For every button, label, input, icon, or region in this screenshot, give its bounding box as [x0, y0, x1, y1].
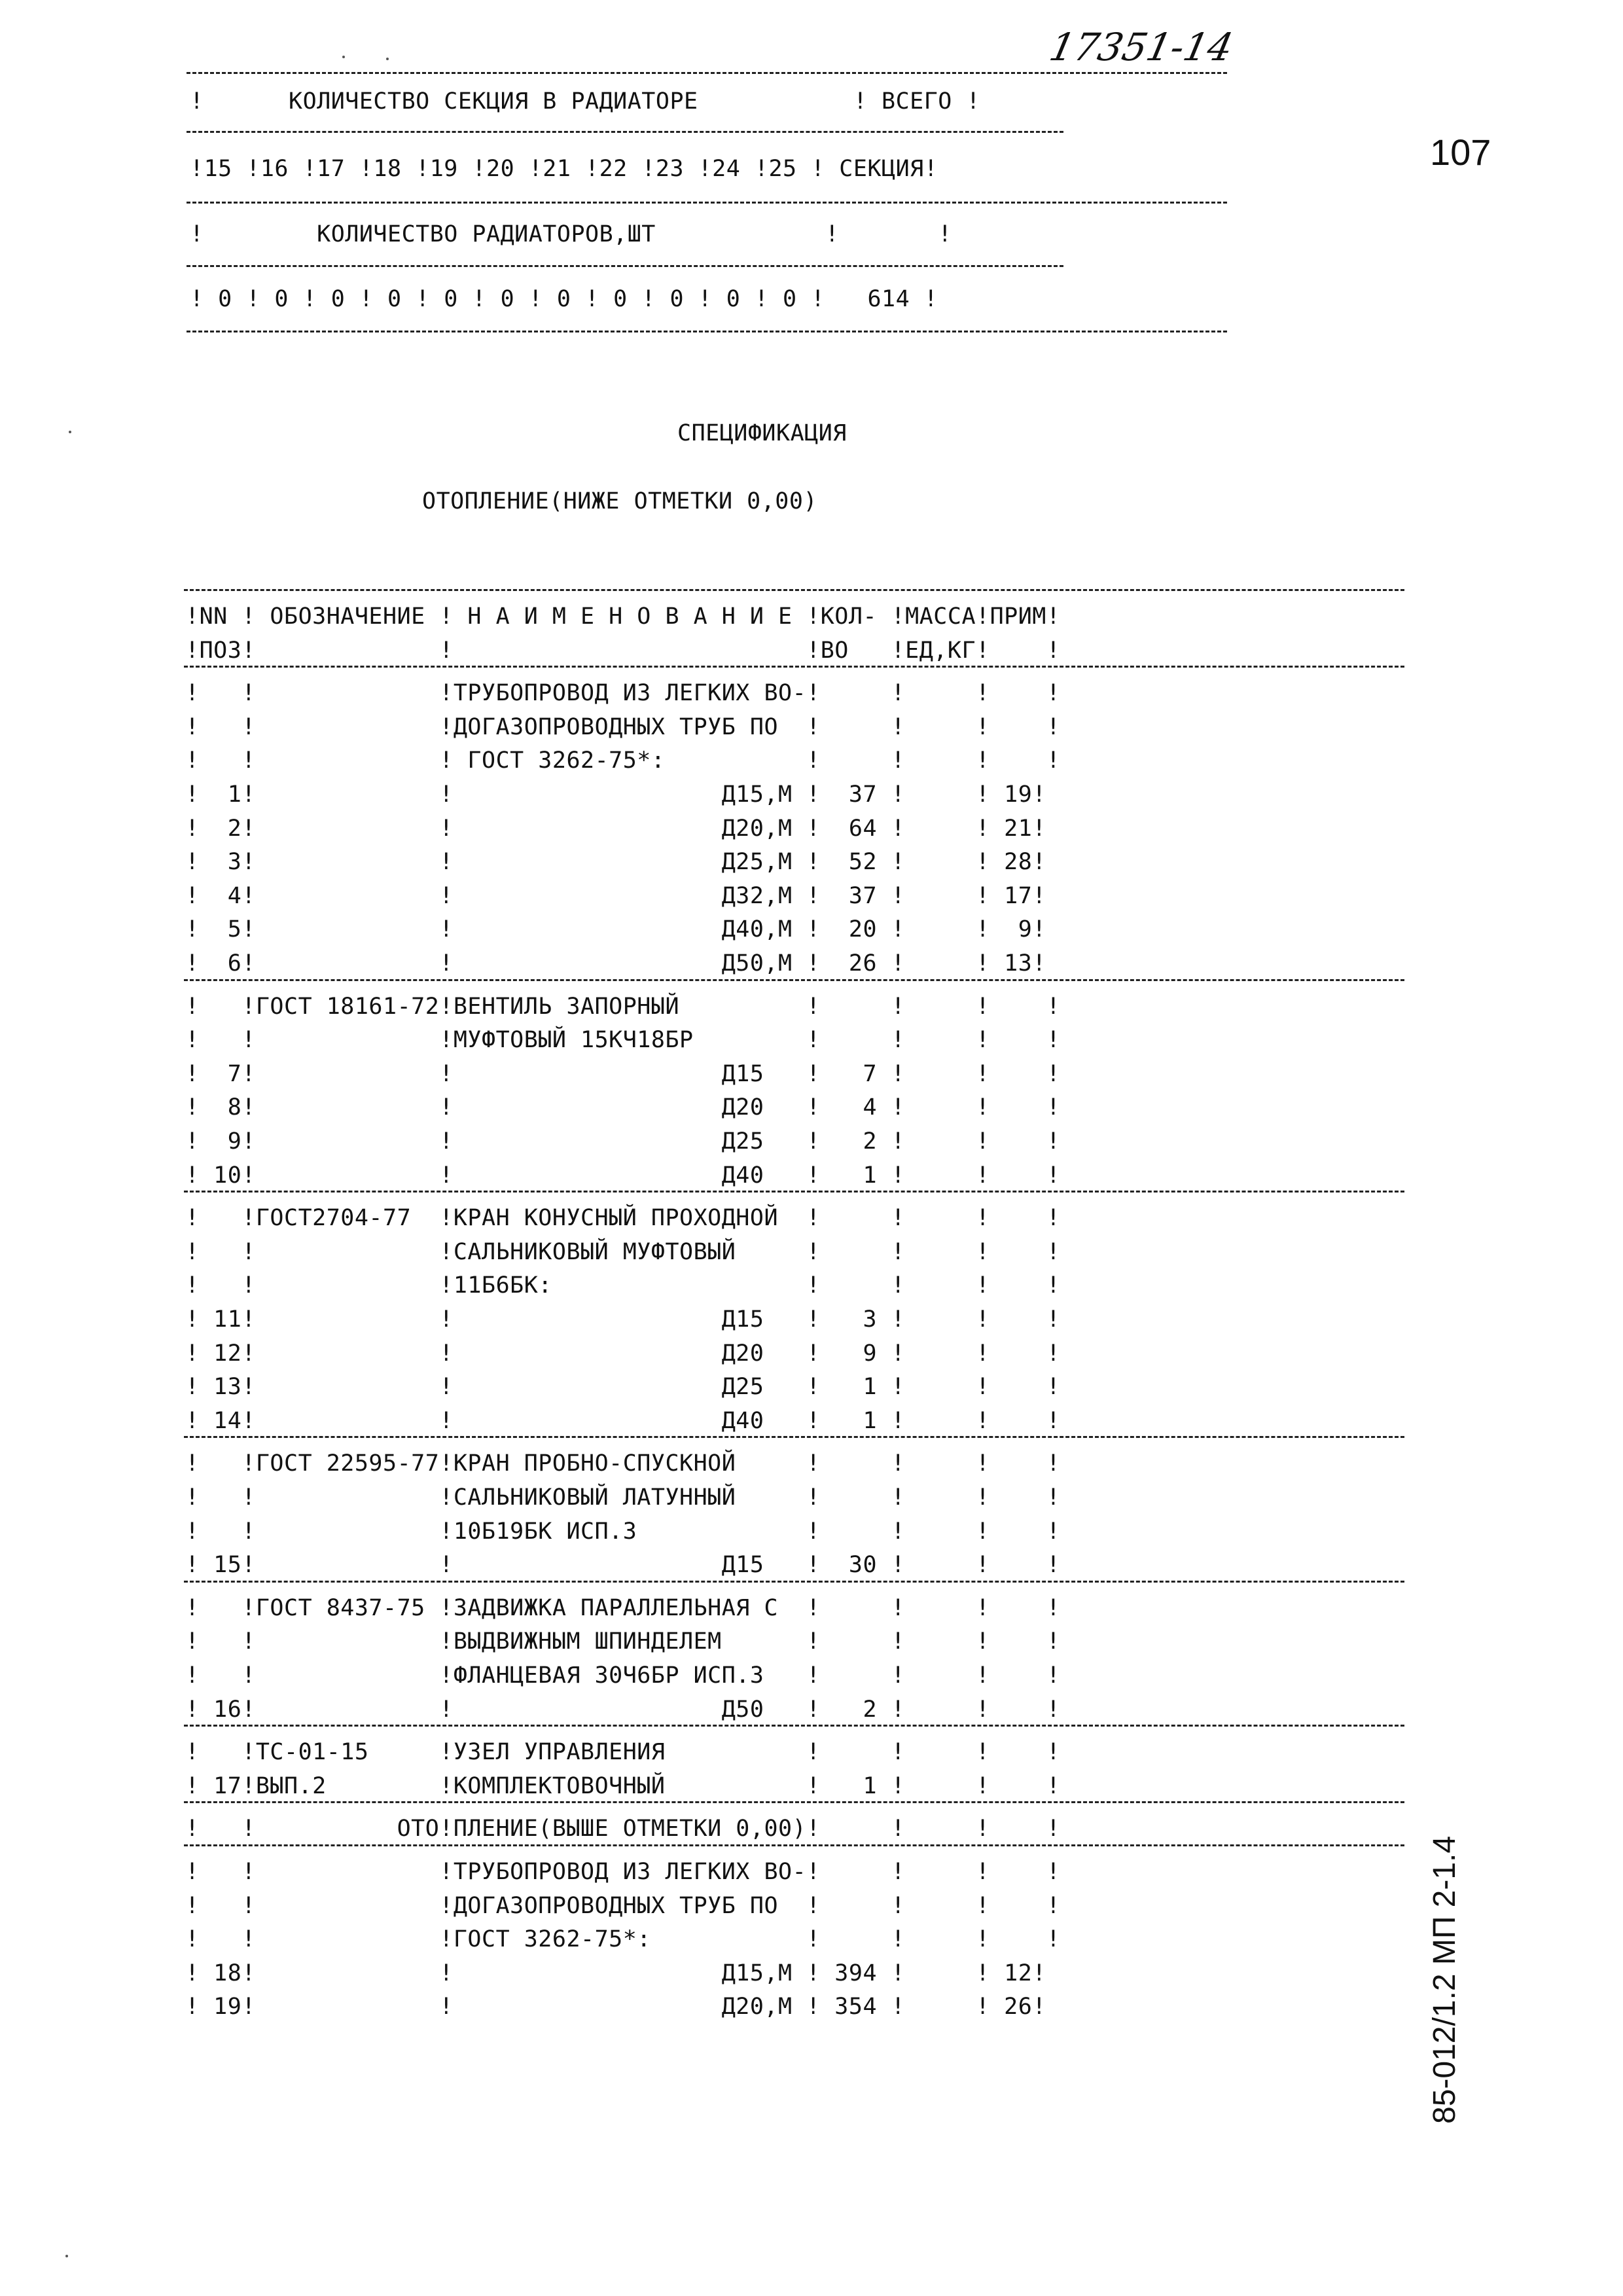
table-rule — [187, 72, 1227, 74]
spec-table-row: ! 16! ! Д50 ! 2 ! ! ! — [185, 1696, 1061, 1723]
spec-table-row: ! 15! ! Д15 ! 30 ! ! ! — [185, 1552, 1061, 1578]
spec-header-row: !ПОЗ! ! !ВО !ЕД,КГ! ! — [185, 637, 1061, 664]
table-rule — [187, 331, 1227, 332]
spec-table-row: ! !ГОСТ2704-77 !КРАН КОНУСНЫЙ ПРОХОДНОЙ ! ! ! ! — [185, 1205, 1061, 1231]
spec-table-row: ! ! !САЛЬНИКОВЫЙ ЛАТУННЫЙ ! ! ! ! — [185, 1484, 1061, 1511]
spec-table-row: ! 17!ВЫП.2 !КОМПЛЕКТОВОЧНЫЙ ! 1 ! ! ! — [185, 1773, 1061, 1799]
spec-table-row: ! ! !ГОСТ 3262-75*: ! ! ! ! — [185, 1926, 1061, 1952]
table-rule — [184, 979, 1404, 981]
scan-speck — [386, 58, 389, 60]
table-rule — [184, 589, 1404, 591]
radiator-row: ! КОЛИЧЕСТВО СЕКЦИЯ В РАДИАТОРЕ ! ВСЕГО ! — [190, 88, 981, 115]
radiator-row: ! КОЛИЧЕСТВО РАДИАТОРОВ,ШТ ! ! — [190, 221, 952, 247]
spec-table-row: ! 14! ! Д40 ! 1 ! ! ! — [185, 1408, 1061, 1434]
spec-table-row: ! !ГОСТ 22595-77!КРАН ПРОБНО-СПУСКНОЙ ! ! ! ! — [185, 1450, 1061, 1477]
spec-table-row: ! ! !ФЛАНЦЕВАЯ 30Ч6БР ИСП.3 ! ! ! ! — [185, 1662, 1061, 1689]
spec-subtitle: ОТОПЛЕНИЕ(НИЖЕ ОТМЕТКИ 0,00) — [422, 488, 818, 514]
spec-table-row: ! ! !ТРУБОПРОВОД ИЗ ЛЕГКИХ ВО-! ! ! ! — [185, 680, 1061, 706]
spec-table-row: ! 6! ! Д50,М ! 26 ! ! 13! — [185, 950, 1046, 977]
spec-table-row: ! 9! ! Д25 ! 2 ! ! ! — [185, 1128, 1061, 1155]
table-rule — [187, 202, 1227, 204]
table-rule — [184, 1581, 1404, 1583]
scan-speck — [65, 2255, 68, 2257]
spec-table-row: ! 19! ! Д20,М ! 354 ! ! 26! — [185, 1994, 1046, 2020]
table-rule — [184, 1801, 1404, 1803]
table-rule — [187, 131, 1063, 133]
spec-table-row: ! !ГОСТ 18161-72!ВЕНТИЛЬ ЗАПОРНЫЙ ! ! ! ! — [185, 994, 1061, 1020]
spec-table-row: ! 18! ! Д15,М ! 394 ! ! 12! — [185, 1960, 1046, 1986]
table-rule — [187, 265, 1063, 267]
spec-table-row: ! !ТС-01-15 !УЗЕЛ УПРАВЛЕНИЯ ! ! ! ! — [185, 1739, 1061, 1765]
table-rule — [184, 1191, 1404, 1193]
spec-table-row: ! 3! ! Д25,М ! 52 ! ! 28! — [185, 849, 1046, 875]
spec-table-row: ! 2! ! Д20,М ! 64 ! ! 21! — [185, 816, 1046, 842]
radiator-row: ! 0 ! 0 ! 0 ! 0 ! 0 ! 0 ! 0 ! 0 ! 0 ! 0 ! 0 ! 614 ! — [190, 286, 938, 312]
spec-table-row: ! ! !САЛЬНИКОВЫЙ МУФТОВЫЙ ! ! ! ! — [185, 1239, 1061, 1265]
spec-table-row: ! ! !10Б19БК ИСП.3 ! ! ! ! — [185, 1518, 1061, 1545]
side-stamp: 85-012/1.2 МП 2-1.4 — [1427, 1835, 1462, 2124]
spec-table-row: ! 11! ! Д15 ! 3 ! ! ! — [185, 1306, 1061, 1333]
spec-table-row: ! ! !ДОГАЗОПРОВОДНЫХ ТРУБ ПО ! ! ! ! — [185, 1893, 1061, 1919]
spec-table-row: ! 1! ! Д15,М ! 37 ! ! 19! — [185, 781, 1046, 808]
spec-table-row: ! ! !МУФТОВЫЙ 15КЧ18БР ! ! ! ! — [185, 1027, 1061, 1053]
spec-table-row: ! ! !ВЫДВИЖНЫМ ШПИНДЕЛЕМ ! ! ! ! — [185, 1628, 1061, 1655]
spec-table-row: ! ! ОТО!ПЛЕНИЕ(ВЫШЕ ОТМЕТКИ 0,00)! ! ! ! — [185, 1816, 1061, 1842]
spec-table-row: ! ! ! ГОСТ 3262-75*: ! ! ! ! — [185, 747, 1061, 774]
spec-table-row: ! 4! ! Д32,М ! 37 ! ! 17! — [185, 883, 1046, 909]
spec-table-row: ! ! !ДОГАЗОПРОВОДНЫХ ТРУБ ПО ! ! ! ! — [185, 714, 1061, 740]
handwritten-code: 17351-14 — [1045, 25, 1238, 69]
spec-table-row: ! 10! ! Д40 ! 1 ! ! ! — [185, 1162, 1061, 1189]
spec-table-row: ! 13! ! Д25 ! 1 ! ! ! — [185, 1374, 1061, 1400]
spec-table-row: ! 12! ! Д20 ! 9 ! ! ! — [185, 1340, 1061, 1367]
table-rule — [184, 666, 1404, 668]
page-number: 107 — [1430, 132, 1491, 173]
table-rule — [184, 1725, 1404, 1727]
spec-header-row: !NN ! ОБОЗНАЧЕНИЕ ! Н А И М Е Н О В А Н И Е !КОЛ- !МАССА!ПРИМ! — [185, 603, 1061, 630]
spec-table-row: ! ! !11Б6БК: ! ! ! ! — [185, 1272, 1061, 1299]
table-rule — [184, 1436, 1404, 1438]
spec-table-row: ! !ГОСТ 8437-75 !ЗАДВИЖКА ПАРАЛЛЕЛЬНАЯ С ! ! ! ! — [185, 1595, 1061, 1621]
scan-speck — [342, 56, 345, 58]
scan-speck — [69, 431, 71, 433]
spec-table-row: ! 5! ! Д40,М ! 20 ! ! 9! — [185, 916, 1046, 942]
spec-title: СПЕЦИФИКАЦИЯ — [677, 420, 847, 446]
table-rule — [184, 1844, 1404, 1846]
spec-table-row: ! ! !ТРУБОПРОВОД ИЗ ЛЕГКИХ ВО-! ! ! ! — [185, 1859, 1061, 1885]
radiator-row: !15 !16 !17 !18 !19 !20 !21 !22 !23 !24 !25 ! СЕКЦИЯ! — [190, 156, 938, 182]
spec-table-row: ! 8! ! Д20 ! 4 ! ! ! — [185, 1094, 1061, 1121]
spec-table-row: ! 7! ! Д15 ! 7 ! ! ! — [185, 1061, 1061, 1087]
